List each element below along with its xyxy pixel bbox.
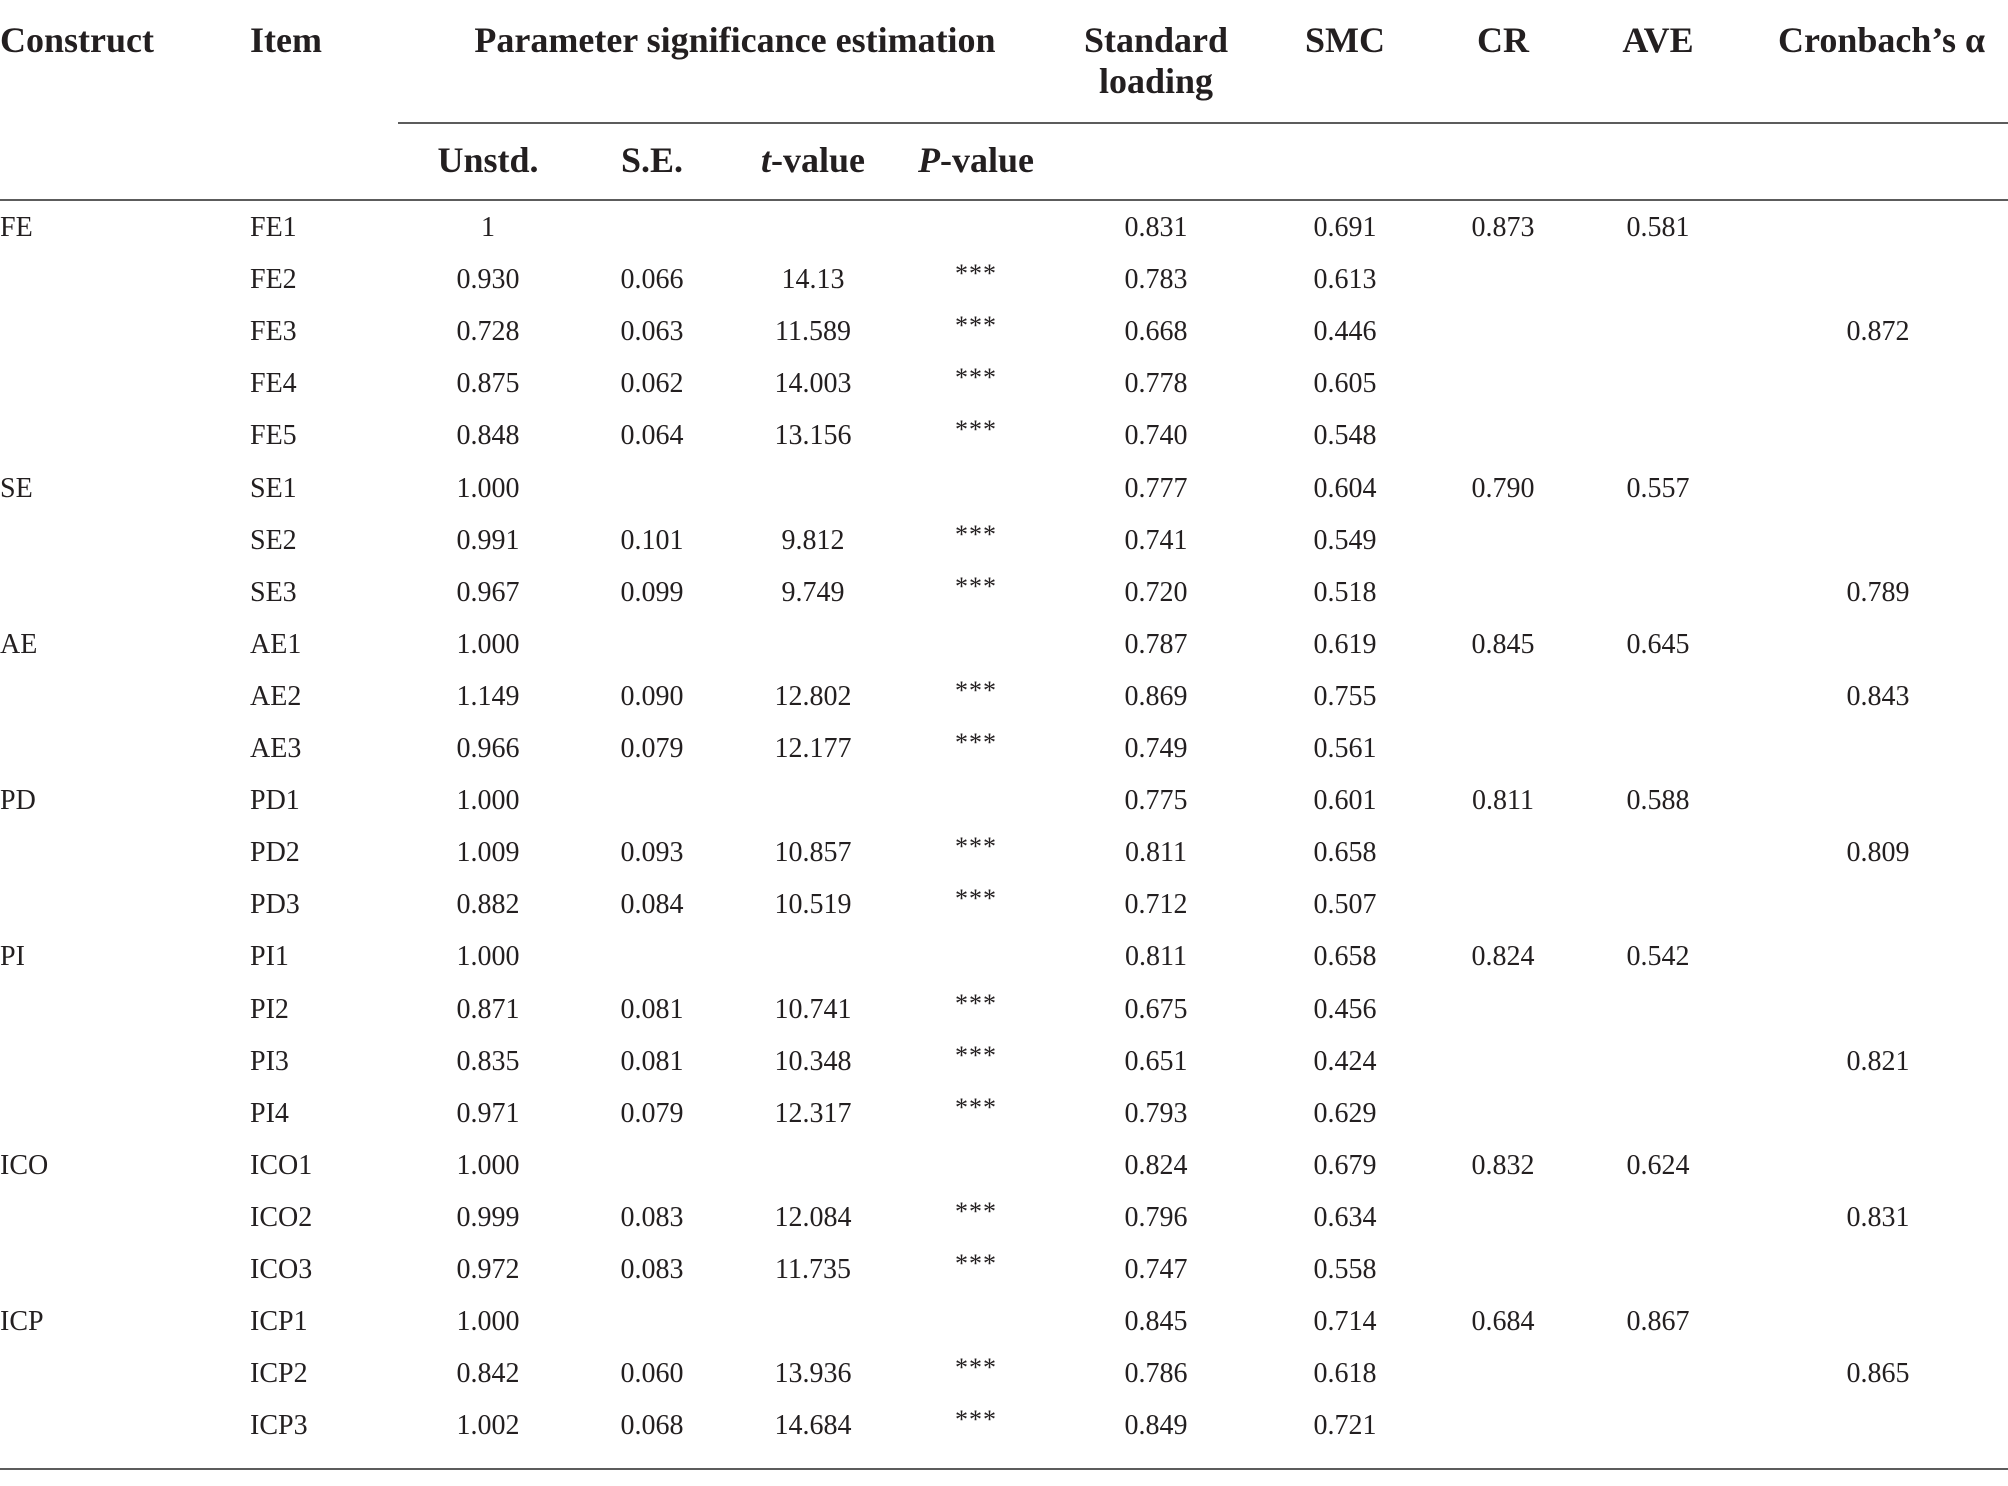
cell-unstd: 1.000	[456, 629, 520, 660]
cell-ave: 0.645	[1626, 629, 1690, 660]
cell-ave: 0.867	[1626, 1306, 1690, 1337]
cell-ave: 0.542	[1626, 941, 1690, 972]
cell-p-value: ***	[955, 415, 997, 444]
cell-smc: 0.613	[1313, 264, 1377, 295]
cell-p-value: ***	[955, 572, 997, 601]
cell-p-value: ***	[955, 1353, 997, 1382]
cell-standard-loading: 0.824	[1124, 1150, 1188, 1181]
cell-t-value: 13.936	[774, 1358, 852, 1389]
header-item: Item	[250, 20, 322, 60]
cell-smc: 0.658	[1313, 941, 1377, 972]
cell-unstd: 0.842	[456, 1358, 520, 1389]
cell-t-value: 10.519	[774, 889, 852, 920]
cell-item: PD1	[250, 785, 300, 816]
cell-smc: 0.714	[1313, 1306, 1377, 1337]
cell-smc: 0.679	[1313, 1150, 1377, 1181]
cell-item: PD2	[250, 837, 300, 868]
cell-smc: 0.618	[1313, 1358, 1377, 1389]
cell-item: AE3	[250, 733, 302, 764]
cell-p-value: ***	[955, 1249, 997, 1278]
cell-construct: PD	[0, 785, 36, 816]
cell-cronbach-alpha: 0.865	[1846, 1358, 1910, 1389]
cell-unstd: 0.835	[456, 1046, 520, 1077]
cell-t-value: 12.802	[774, 681, 852, 712]
cell-standard-loading: 0.651	[1124, 1046, 1188, 1077]
cell-standard-loading: 0.811	[1125, 941, 1187, 972]
cell-item: PD3	[250, 889, 300, 920]
cell-se: 0.101	[620, 525, 684, 556]
cell-standard-loading: 0.869	[1124, 681, 1188, 712]
cell-standard-loading: 0.668	[1124, 316, 1188, 347]
cell-item: ICO3	[250, 1254, 313, 1285]
header-smc: SMC	[1305, 20, 1385, 60]
cell-unstd: 0.966	[456, 733, 520, 764]
cell-unstd: 1.000	[456, 1306, 520, 1337]
cell-t-value: 14.13	[781, 264, 845, 295]
cell-p-value: ***	[955, 989, 997, 1018]
cell-se: 0.083	[620, 1202, 684, 1233]
cell-standard-loading: 0.783	[1124, 264, 1188, 295]
cell-cr: 0.811	[1472, 785, 1534, 816]
cell-item: ICP2	[250, 1358, 308, 1389]
cell-item: PI2	[250, 994, 289, 1025]
cell-se: 0.081	[620, 1046, 684, 1077]
cell-smc: 0.446	[1313, 316, 1377, 347]
cell-standard-loading: 0.720	[1124, 577, 1188, 608]
cell-t-value: 9.812	[781, 525, 845, 556]
cell-standard-loading: 0.740	[1124, 420, 1188, 451]
cell-smc: 0.634	[1313, 1202, 1377, 1233]
cell-item: FE2	[250, 264, 297, 295]
cell-item: AE2	[250, 681, 302, 712]
cell-item: FE3	[250, 316, 297, 347]
cell-smc: 0.548	[1313, 420, 1377, 451]
header-t-rest: -value	[771, 140, 865, 180]
cell-p-value: ***	[955, 259, 997, 288]
cell-standard-loading: 0.741	[1124, 525, 1188, 556]
cell-cronbach-alpha: 0.789	[1846, 577, 1910, 608]
cell-se: 0.079	[620, 733, 684, 764]
cell-smc: 0.658	[1313, 837, 1377, 868]
cell-construct: PI	[0, 941, 25, 972]
cell-item: FE5	[250, 420, 297, 451]
header-standard-loading-line2: loading	[1098, 61, 1214, 101]
cell-standard-loading: 0.849	[1124, 1410, 1188, 1441]
cell-se: 0.066	[620, 264, 684, 295]
cell-smc: 0.755	[1313, 681, 1377, 712]
cell-smc: 0.558	[1313, 1254, 1377, 1285]
header-t-value	[733, 140, 893, 181]
cell-se: 0.079	[620, 1098, 684, 1129]
cell-standard-loading: 0.777	[1124, 473, 1188, 504]
cell-unstd: 0.972	[456, 1254, 520, 1285]
header-p-italic: P	[918, 140, 940, 180]
cell-unstd: 0.930	[456, 264, 520, 295]
cell-se: 0.060	[620, 1358, 684, 1389]
cell-standard-loading: 0.796	[1124, 1202, 1188, 1233]
cell-se: 0.068	[620, 1410, 684, 1441]
cell-t-value: 10.741	[774, 994, 852, 1025]
cell-se: 0.083	[620, 1254, 684, 1285]
cell-cronbach-alpha: 0.809	[1846, 837, 1910, 868]
cell-ave: 0.624	[1626, 1150, 1690, 1181]
cell-p-value: ***	[955, 1405, 997, 1434]
cell-item: PI4	[250, 1098, 289, 1129]
header-group-rule	[398, 122, 2008, 124]
header-standard-loading	[1076, 20, 1236, 102]
cell-construct: ICP	[0, 1306, 44, 1337]
cell-item: SE3	[250, 577, 297, 608]
cell-p-value: ***	[955, 1197, 997, 1226]
cell-item: FE4	[250, 368, 297, 399]
cell-se: 0.099	[620, 577, 684, 608]
cell-item: SE2	[250, 525, 297, 556]
cell-ave: 0.581	[1626, 212, 1690, 243]
cell-standard-loading: 0.786	[1124, 1358, 1188, 1389]
cell-smc: 0.549	[1313, 525, 1377, 556]
cell-unstd: 1.000	[456, 1150, 520, 1181]
cell-t-value: 14.684	[774, 1410, 852, 1441]
cell-smc: 0.518	[1313, 577, 1377, 608]
cell-unstd: 1.000	[456, 473, 520, 504]
cell-cr: 0.684	[1471, 1306, 1535, 1337]
cell-standard-loading: 0.747	[1124, 1254, 1188, 1285]
cell-unstd: 1.000	[456, 785, 520, 816]
header-p-value	[896, 140, 1056, 181]
header-p-rest: -value	[940, 140, 1034, 180]
header-standard-loading-line1: Standard	[1083, 20, 1229, 60]
cell-unstd: 0.971	[456, 1098, 520, 1129]
cell-t-value: 11.589	[775, 316, 851, 347]
cell-smc: 0.619	[1313, 629, 1377, 660]
cell-se: 0.090	[620, 681, 684, 712]
cell-unstd: 1	[481, 212, 495, 243]
header-ave: AVE	[1622, 20, 1694, 60]
cell-item: ICP1	[250, 1306, 308, 1337]
cell-standard-loading: 0.787	[1124, 629, 1188, 660]
cell-smc: 0.605	[1313, 368, 1377, 399]
header-t-italic: t	[760, 140, 771, 180]
cell-smc: 0.604	[1313, 473, 1377, 504]
cell-item: FE1	[250, 212, 297, 243]
cell-p-value: ***	[955, 832, 997, 861]
cell-t-value: 12.317	[774, 1098, 852, 1129]
cell-standard-loading: 0.775	[1124, 785, 1188, 816]
cell-standard-loading: 0.845	[1124, 1306, 1188, 1337]
cell-p-value: ***	[955, 728, 997, 757]
cell-se: 0.063	[620, 316, 684, 347]
cell-t-value: 10.857	[774, 837, 852, 868]
header-se: S.E.	[620, 140, 684, 180]
cell-unstd: 0.882	[456, 889, 520, 920]
cell-cr: 0.845	[1471, 629, 1535, 660]
table-bottom-rule	[0, 1468, 2008, 1470]
cell-p-value: ***	[955, 884, 997, 913]
cell-t-value: 9.749	[781, 577, 845, 608]
cell-p-value: ***	[955, 676, 997, 705]
cell-unstd: 0.848	[456, 420, 520, 451]
cell-smc: 0.691	[1313, 212, 1377, 243]
cell-se: 0.093	[620, 837, 684, 868]
header-cronbach-alpha: Cronbach’s α	[1778, 20, 1986, 60]
cell-smc: 0.601	[1313, 785, 1377, 816]
cell-cronbach-alpha: 0.831	[1846, 1202, 1910, 1233]
cell-construct: ICO	[0, 1150, 49, 1181]
cell-unstd: 1.002	[456, 1410, 520, 1441]
cell-t-value: 14.003	[774, 368, 852, 399]
header-unstd: Unstd.	[437, 140, 539, 180]
cell-unstd: 1.149	[456, 681, 520, 712]
cell-construct: SE	[0, 473, 33, 504]
cell-t-value: 12.084	[774, 1202, 852, 1233]
cell-item: ICP3	[250, 1410, 308, 1441]
cell-smc: 0.456	[1313, 994, 1377, 1025]
cell-unstd: 0.967	[456, 577, 520, 608]
cell-smc: 0.721	[1313, 1410, 1377, 1441]
cell-standard-loading: 0.831	[1124, 212, 1188, 243]
cell-p-value: ***	[955, 1093, 997, 1122]
cell-t-value: 12.177	[774, 733, 852, 764]
cell-construct: FE	[0, 212, 33, 243]
cell-item: AE1	[250, 629, 302, 660]
cell-unstd: 0.875	[456, 368, 520, 399]
cell-p-value: ***	[955, 520, 997, 549]
cell-cronbach-alpha: 0.872	[1846, 316, 1910, 347]
cell-ave: 0.588	[1626, 785, 1690, 816]
header-cr: CR	[1477, 20, 1529, 60]
cell-p-value: ***	[955, 311, 997, 340]
cell-item: ICO2	[250, 1202, 313, 1233]
cell-t-value: 10.348	[774, 1046, 852, 1077]
cell-item: PI1	[250, 941, 289, 972]
header-parameter-significance: Parameter significance estimation	[474, 20, 996, 60]
cell-unstd: 0.999	[456, 1202, 520, 1233]
cell-unstd: 1.009	[456, 837, 520, 868]
cell-t-value: 13.156	[774, 420, 852, 451]
cell-item: PI3	[250, 1046, 289, 1077]
cell-standard-loading: 0.712	[1124, 889, 1188, 920]
cell-smc: 0.629	[1313, 1098, 1377, 1129]
cell-cronbach-alpha: 0.843	[1846, 681, 1910, 712]
cell-cronbach-alpha: 0.821	[1846, 1046, 1910, 1077]
cell-standard-loading: 0.793	[1124, 1098, 1188, 1129]
cell-standard-loading: 0.811	[1125, 837, 1187, 868]
cell-se: 0.084	[620, 889, 684, 920]
header-bottom-rule	[0, 199, 2008, 201]
cell-se: 0.062	[620, 368, 684, 399]
cell-smc: 0.507	[1313, 889, 1377, 920]
cell-unstd: 1.000	[456, 941, 520, 972]
cell-t-value: 11.735	[775, 1254, 851, 1285]
cell-standard-loading: 0.675	[1124, 994, 1188, 1025]
cell-cr: 0.824	[1471, 941, 1535, 972]
cell-p-value: ***	[955, 363, 997, 392]
cell-construct: AE	[0, 629, 38, 660]
cell-item: SE1	[250, 473, 297, 504]
cell-ave: 0.557	[1626, 473, 1690, 504]
cell-unstd: 0.728	[456, 316, 520, 347]
cell-cr: 0.873	[1471, 212, 1535, 243]
cell-cr: 0.790	[1471, 473, 1535, 504]
header-construct: Construct	[0, 20, 154, 60]
cell-p-value: ***	[955, 1041, 997, 1070]
cell-unstd: 0.991	[456, 525, 520, 556]
cell-unstd: 0.871	[456, 994, 520, 1025]
cell-item: ICO1	[250, 1150, 313, 1181]
cell-standard-loading: 0.778	[1124, 368, 1188, 399]
cell-se: 0.064	[620, 420, 684, 451]
cell-smc: 0.424	[1313, 1046, 1377, 1077]
cell-se: 0.081	[620, 994, 684, 1025]
cell-smc: 0.561	[1313, 733, 1377, 764]
cell-cr: 0.832	[1471, 1150, 1535, 1181]
cell-standard-loading: 0.749	[1124, 733, 1188, 764]
